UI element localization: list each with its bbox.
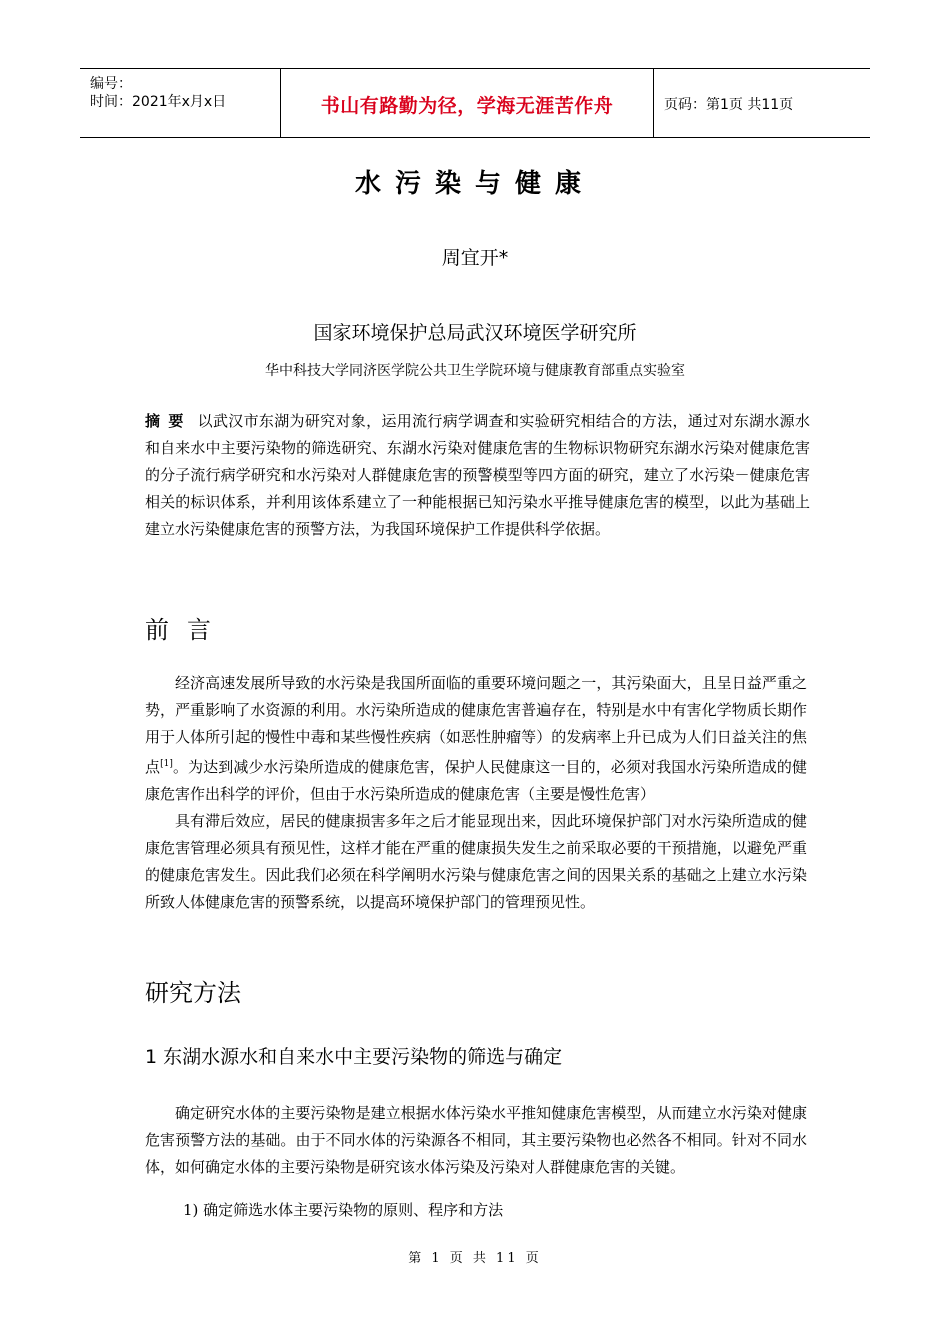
methods-paragraph-1: 确定研究水体的主要污染物是建立根据水体污染水平推知健康危害模型，从而建立水污染对健康危害预警方法的基础。由于不同水体的污染源各不相同，其主要污染物也必然各不相同。针对不同水体，如何确定水体的主要污染物是研究该水体污染及污染对人群健康危害的关键。	[145, 1104, 807, 1176]
methods-item-1: 1) 确定筛选水体主要污染物的原则、程序和方法	[183, 1201, 504, 1219]
author: 周宜开*	[441, 247, 509, 269]
methods-body	[145, 1100, 807, 1181]
subsection-1-heading: 1 东湖水源水和自来水中主要污染物的筛选与确定	[145, 1046, 563, 1068]
date-text: 时间：2021年x月x日	[90, 94, 227, 110]
header-left-cell	[80, 69, 281, 137]
institution-secondary: 华中科技大学同济医学院公共卫生学院环境与健康教育部重点实验室	[265, 363, 685, 379]
page-footer: 第 1 页 共 11 页	[408, 1251, 542, 1266]
foreword-body	[145, 670, 807, 916]
motto-text: 书山有路勤为径，学海无涯苦作舟	[320, 95, 614, 117]
document-title: 水污染与健康	[354, 169, 595, 199]
institution-primary: 国家环境保护总局武汉环境医学研究所	[313, 322, 637, 344]
abstract-label: 摘要	[145, 412, 192, 430]
foreword-paragraph-1	[145, 670, 807, 808]
methods-heading: 研究方法	[145, 979, 241, 1007]
page-code: 页码：第1页 共11页	[664, 97, 794, 113]
foreword-p1-text-a: 经济高速发展所导致的水污染是我国所面临的重要环境问题之一，其污染面大，且呈日益严重之势，严重影响了水资源的利用。水污染所造成的健康危害普遍存在，特别是水中有害化学物质长期作用于人体所引起的慢性中毒和某些慢性疾病（如恶性肿瘤等）的发病率上升已成为人们日益关注的焦点	[145, 674, 807, 776]
foreword-p1-text-b: 。为达到减少水污染所造成的健康危害，保护人民健康这一目的，必须对我国水污染所造成的健康危害作出科学的评价，但由于水污染所造成的健康危害（主要是慢性危害）	[145, 758, 807, 803]
abstract	[145, 408, 810, 543]
citation-ref: [1]	[160, 759, 173, 769]
header-page-cell	[654, 69, 870, 137]
header-motto-cell	[281, 69, 654, 137]
foreword-paragraph-2: 具有滞后效应，居民的健康损害多年之后才能显现出来，因此环境保护部门对水污染所造成的健康危害管理必须具有预见性，这样才能在严重的健康损失发生之前采取必要的干预措施，以避免严重的健康危害发生。因此我们必须在科学阐明水污染与健康危害之间的因果关系的基础之上建立水污染所致人体健康危害的预警系统，以提高环境保护部门的管理预见性。	[145, 812, 807, 911]
number-label: 编号：	[90, 76, 132, 92]
abstract-text: 以武汉市东湖为研究对象，运用流行病学调查和实验研究相结合的方法，通过对东湖水源水和自来水中主要污染物的筛选研究、东湖水污染对健康危害的生物标识物研究东湖水污染对健康危害的分子流行病学研究和水污染对人群健康危害的预警模型等四方面的研究，建立了水污染－健康危害相关的标识体系，并利用该体系建立了一种能根据已知污染水平推导健康危害的模型，以此为基础上建立水污染健康危害的预警方法，为我国环境保护工作提供科学依据。	[145, 412, 810, 538]
header-table	[80, 68, 870, 138]
foreword-heading: 前言	[145, 616, 229, 644]
